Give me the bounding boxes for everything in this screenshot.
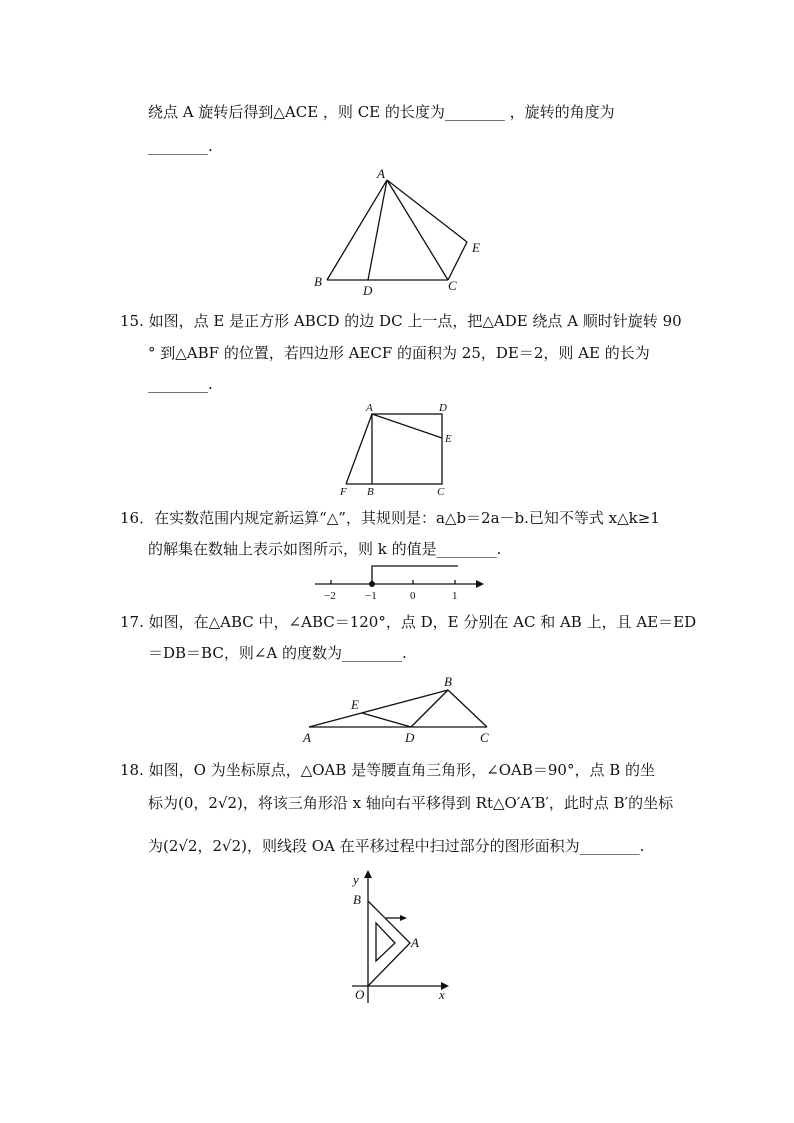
q16-line-2: 的解集在数轴上表示如图所示，则 k 的值是________. [148, 540, 502, 558]
q18-label-x: x [439, 987, 445, 1002]
q17-label-A: A [303, 730, 311, 745]
q18-label-O: O [355, 987, 365, 1002]
q17-label-B: B [444, 674, 452, 689]
q14-label-D: D [363, 283, 373, 298]
q15-line-2: ° 到△ABF 的位置，若四边形 AECF 的面积为 25，DE＝2，则 AE 的长为 [148, 344, 650, 362]
q17-line-1: 17. 如图，在△ABC 中，∠ABC＝120°，点 D，E 分别在 AC 和 AB 上，且 AE＝ED [120, 613, 697, 631]
q17-label-D: D [405, 730, 415, 745]
q15-label-A: A [366, 402, 373, 414]
q14-label-A: A [377, 166, 385, 181]
q15-label-D: D [439, 402, 447, 414]
q18-label-B: B [353, 892, 361, 907]
q15-line-3: ________. [148, 375, 213, 393]
q17-label-C: C [480, 730, 489, 745]
q18-line-1: 18. 如图，O 为坐标原点，△OAB 是等腰直角三角形，∠OAB＝90°，点 B 的坐 [120, 761, 656, 779]
q14-line-2: ________. [148, 137, 213, 155]
q16-tick-1: 1 [452, 590, 458, 602]
q17-line-2: ＝DB＝BC，则∠A 的度数为________. [148, 644, 407, 662]
q18-line-2: 标为(0，2√2)，将该三角形沿 x 轴向右平移得到 Rt△O′A′B′，此时点 B′的坐标 [148, 794, 674, 812]
q14-label-E: E [472, 240, 480, 255]
q14-label-C: C [448, 278, 457, 293]
q18-axes [352, 870, 449, 1003]
q18-label-A: A [411, 935, 419, 950]
q15-label-C: C [437, 486, 445, 498]
q18-line-3: 为(2√2，2√2)，则线段 OA 在平移过程中扫过部分的图形面积为________. [148, 837, 645, 855]
q16-tick-minus2: −2 [324, 590, 336, 602]
q16-line-1: 16．在实数范围内规定新运算“△”，其规则是：a△b＝2a－b.已知不等式 x△k≥1 [120, 509, 660, 527]
q15-line-1: 15. 如图，点 E 是正方形 ABCD 的边 DC 上一点，把△ADE 绕点 A 顺时针旋转 90 [120, 312, 682, 330]
q16-tick-0: 0 [410, 590, 416, 602]
q18-label-y: y [353, 872, 359, 887]
q18-triangles [368, 901, 410, 986]
q15-label-B: B [367, 486, 374, 498]
q14-line-1: 绕点 A 旋转后得到△ACE ，则 CE 的长度为________ ，旋转的角度为 [148, 103, 615, 121]
q15-label-F: F [340, 486, 347, 498]
q15-label-E: E [445, 433, 452, 445]
q14-label-B: B [314, 274, 322, 289]
q17-label-E: E [351, 697, 359, 712]
q16-tick-minus1: −1 [365, 590, 377, 602]
